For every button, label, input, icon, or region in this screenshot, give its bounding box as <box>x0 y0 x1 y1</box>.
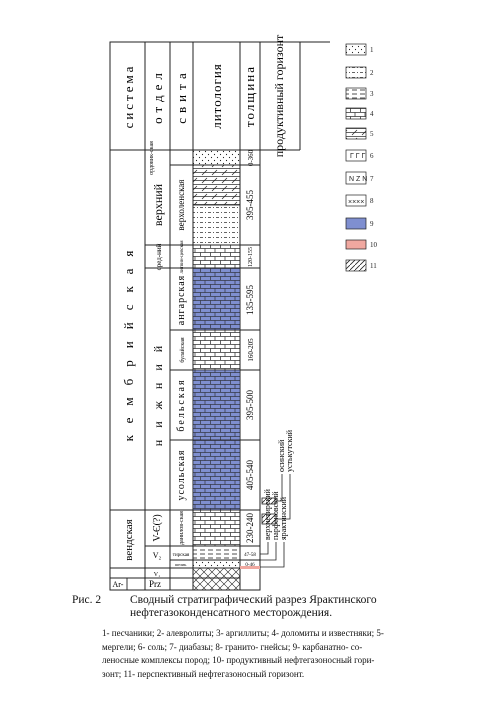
col-header-thickness: толщина <box>242 64 257 128</box>
legend-swatch-2 <box>346 67 366 78</box>
legend-swatch-9 <box>346 218 366 229</box>
legend-num-7: 7 <box>370 175 374 183</box>
legend-num-6: 6 <box>370 152 374 160</box>
productive-header-text: продуктивный горизонт <box>272 34 286 158</box>
legend-num-2: 2 <box>370 69 374 77</box>
suite-ordov: ордовик-ская <box>149 141 155 175</box>
litho-v1 <box>193 560 240 568</box>
thick-tirskaya: 47-58 <box>244 553 256 558</box>
thick-v1: 0-46 <box>245 563 255 568</box>
col-header-system: система <box>121 63 136 129</box>
figure-caption: Сводный стратиграфический разрез Ярактинского нефтегазоконденсатного месторождения. <box>130 594 377 619</box>
legend-description: 1- песчаники; 2- алевролиты; 3- аргиллиты; 4- доломиты и известняки; 5- мергели; 6- соль; 7- диабазы; 8- гранито- гнейсы; 9- карбанатно- со- леносные комплексы пород; 10- продуктивный нефтегазоносный гори- зонт; 11- перспективный нефтегазоносный горизонт. <box>102 628 384 679</box>
legend-swatch-1 <box>346 44 366 55</box>
svg-text:Г Г Г: Г Г Г <box>350 153 366 160</box>
thick-ordov: 0-360 <box>247 149 255 167</box>
litho-tirsk <box>193 546 240 560</box>
legend-num-3: 3 <box>370 90 374 98</box>
legend-num-5: 5 <box>370 130 374 138</box>
litho-angar <box>193 268 240 330</box>
litho-litvin <box>193 245 240 268</box>
thick-bulay: 160-205 <box>247 338 255 362</box>
division-middle: сред-ний <box>155 243 163 271</box>
system-vend: вендская <box>123 519 135 561</box>
suite-bulayskaya: булайская <box>180 337 186 363</box>
legend-num-4: 4 <box>370 110 374 118</box>
thick-verkholenskaya: 395-455 <box>245 190 255 220</box>
horizon-verkhnetirsky: верхнетирский <box>263 489 272 540</box>
suite-angarskaya: ангарская <box>176 274 187 326</box>
litho-basement <box>193 568 240 590</box>
division-upper: верхний <box>151 183 165 227</box>
litho-bulay <box>193 330 240 370</box>
col-header-division: отдел <box>150 68 165 124</box>
horizon-osinsky: осинский <box>277 439 286 472</box>
col-header-productive <box>272 34 286 157</box>
litho-belsk <box>193 370 240 440</box>
litho-ordovik <box>193 150 240 165</box>
division-lower: нижний <box>151 333 165 447</box>
litho-verkholensk-b <box>193 205 240 245</box>
horizon-ustkutsky: устькутский <box>285 429 294 472</box>
legend-swatch-11 <box>346 260 366 271</box>
division-v1: V₁ <box>153 572 161 578</box>
suite-belskaya: бельская <box>176 378 187 432</box>
legend-num-1: 1 <box>370 46 374 54</box>
thick-usolskaya: 405-540 <box>245 460 255 490</box>
thick-danilov: 230-240 <box>245 513 255 543</box>
legend-swatch-10 <box>346 240 366 249</box>
legend-num-9: 9 <box>370 220 374 228</box>
division-vc: V-Є(?) <box>152 514 163 542</box>
division-v2: V₂ <box>152 551 162 560</box>
litho-verkholensk-a <box>193 165 240 205</box>
suite-tirskaya: тирская <box>172 553 190 558</box>
legend-num-11: 11 <box>370 262 377 270</box>
horizon-yaraktinsky: ярактинский <box>279 496 288 540</box>
suite-danilovskaya: данилов-ская <box>179 511 185 545</box>
horizon-parfenovsky: парфеновский <box>271 491 280 540</box>
system-prz: Prz <box>149 579 161 589</box>
system-ar: Ar- <box>112 580 124 589</box>
thick-angarskaya: 135-595 <box>245 285 255 315</box>
legend-num-10: 10 <box>370 241 377 249</box>
legend-swatch-3 <box>346 88 366 99</box>
litho-usolsk <box>193 440 240 510</box>
legend-num-8: 8 <box>370 197 374 205</box>
legend <box>346 44 367 271</box>
col-header-lithology: литология <box>209 63 224 129</box>
thick-litvin: 120-155 <box>248 247 254 267</box>
system-cambrian: кембрийская <box>121 238 136 442</box>
legend-swatch-5 <box>346 128 366 139</box>
suite-shelik: шелик. <box>175 562 187 567</box>
legend-numbers <box>370 46 378 270</box>
legend-swatch-4 <box>346 108 366 119</box>
suite-verkholenskaya: верхоленская <box>176 179 186 231</box>
suite-litvin: литвин-цевская <box>180 240 185 274</box>
thick-belskaya: 395-500 <box>245 390 255 420</box>
col-header-suite: свита <box>174 68 189 124</box>
svg-text:××××: ×××× <box>348 199 365 206</box>
figure-label: Рис. 2 <box>72 594 102 606</box>
litho-danilov <box>193 510 240 546</box>
suite-usolskaya: усольская <box>176 449 187 501</box>
svg-text:N Z N: N Z N <box>349 176 368 183</box>
